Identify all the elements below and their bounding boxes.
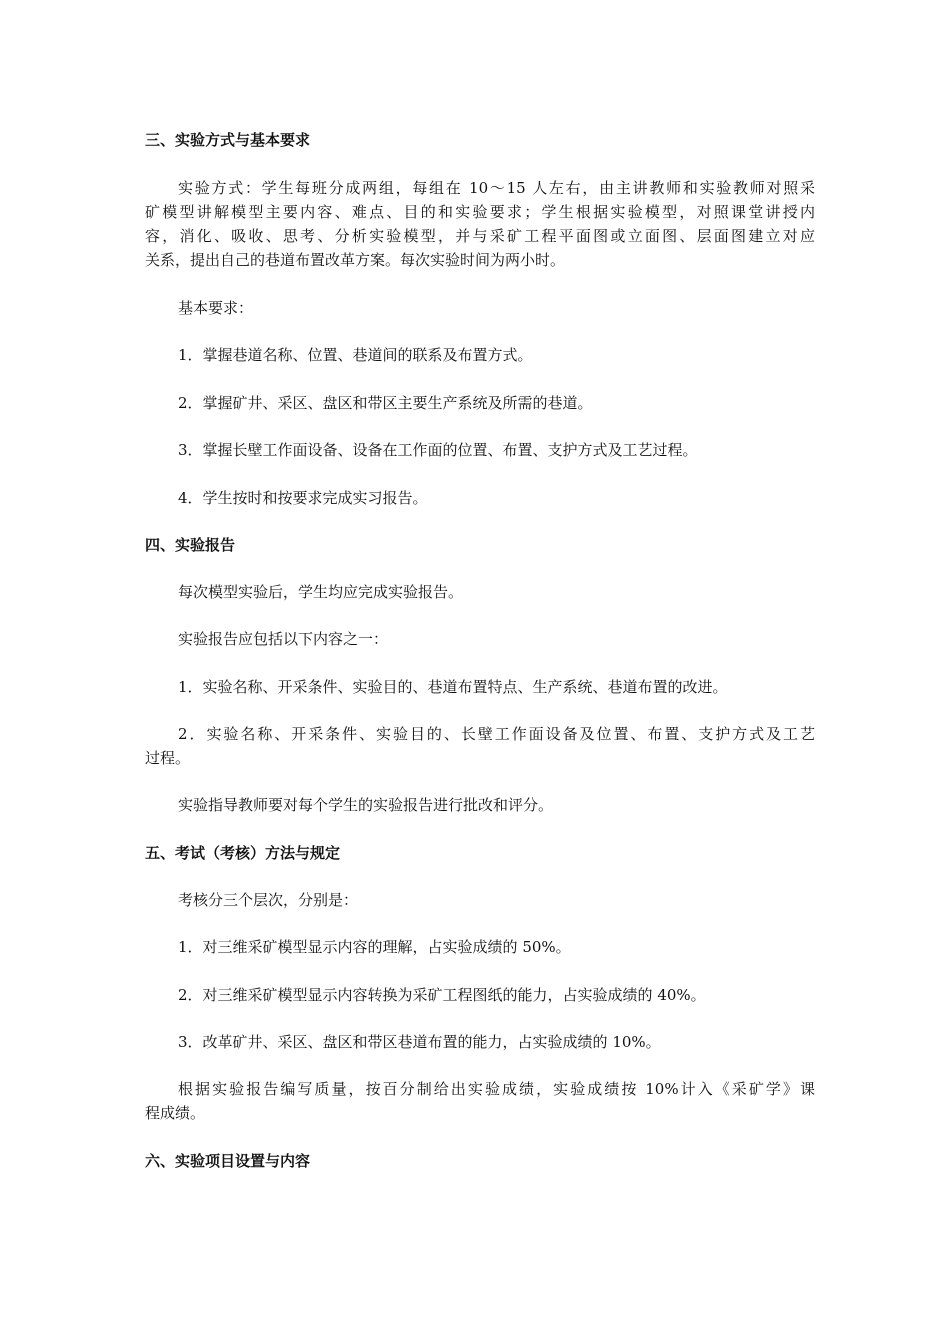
report-paragraph-2: 实验报告应包括以下内容之一：	[178, 630, 389, 648]
grading-paragraph-line-2: 程成绩。	[145, 1104, 206, 1122]
report-item-2-line-2: 过程。	[145, 749, 191, 767]
grading-paragraph-line-1: 根据实验报告编写质量，按百分制给出实验成绩，实验成绩按 10%计入《采矿学》课	[178, 1080, 815, 1098]
report-item-2-line-1: 2．实验名称、开采条件、实验目的、长壁工作面设备及位置、布置、支护方式及工艺	[178, 725, 815, 743]
assessment-intro: 考核分三个层次，分别是：	[178, 891, 359, 909]
section-4-heading: 四、实验报告	[145, 536, 236, 554]
report-item-1: 1．实验名称、开采条件、实验目的、巷道布置特点、生产系统、巷道布置的改进。	[178, 678, 728, 696]
method-paragraph-line-4: 关系，提出自己的巷道布置改革方案。每次实验时间为两小时。	[145, 251, 566, 269]
requirement-item-1: 1．掌握巷道名称、位置、巷道间的联系及布置方式。	[178, 346, 533, 364]
method-paragraph-line-2: 矿模型讲解模型主要内容、难点、目的和实验要求；学生根据实验模型，对照课堂讲授内	[145, 203, 815, 221]
section-6-heading: 六、实验项目设置与内容	[145, 1152, 311, 1170]
method-paragraph-line-1: 实验方式：学生每班分成两组，每组在 10～15 人左右，由主讲教师和实验教师对照采	[178, 179, 815, 197]
requirement-item-3: 3．掌握长壁工作面设备、设备在工作面的位置、布置、支护方式及工艺过程。	[178, 441, 698, 459]
report-paragraph-3: 实验指导教师要对每个学生的实验报告进行批改和评分。	[178, 796, 554, 814]
report-paragraph-1: 每次模型实验后，学生均应完成实验报告。	[178, 583, 464, 601]
assessment-item-2: 2．对三维采矿模型显示内容转换为采矿工程图纸的能力，占实验成绩的 40%。	[178, 986, 706, 1004]
section-3-heading: 三、实验方式与基本要求	[145, 131, 311, 149]
requirement-item-4: 4．学生按时和按要求完成实习报告。	[178, 489, 428, 507]
method-paragraph-line-3: 容，消化、吸收、思考、分析实验模型，并与采矿工程平面图或立面图、层面图建立对应	[145, 227, 815, 245]
requirements-label: 基本要求：	[178, 299, 254, 317]
requirement-item-2: 2．掌握矿井、采区、盘区和带区主要生产系统及所需的巷道。	[178, 394, 593, 412]
section-5-heading: 五、考试（考核）方法与规定	[145, 844, 341, 862]
assessment-item-3: 3．改革矿井、采区、盘区和带区巷道布置的能力，占实验成绩的 10%。	[178, 1033, 661, 1051]
assessment-item-1: 1．对三维采矿模型显示内容的理解，占实验成绩的 50%。	[178, 938, 571, 956]
